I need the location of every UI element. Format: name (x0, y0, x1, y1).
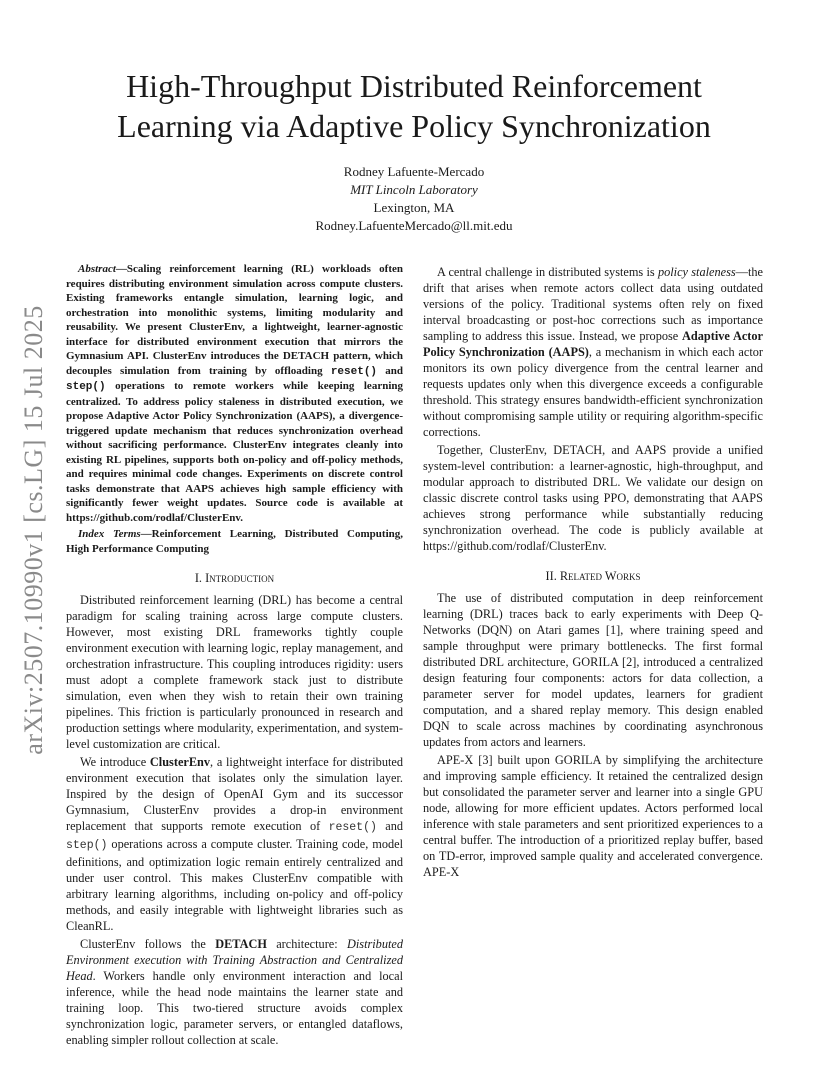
code-step: step() (66, 381, 106, 393)
intro-paragraph-5: Together, ClusterEnv, DETACH, and AAPS provide a unified system-level contribution: a learner-agnostic, high-throughput, and modular approach to distributed DRL. We validate our design on classic discrete control tasks using PPO, demonstrating that AAPS achieves strong performance while substantially reducing synchronization overhead. The code is publicly available at https://github.com/rodlaf/ClusterEnv. (423, 443, 763, 553)
author-affiliation: MIT Lincoln Laboratory (350, 182, 478, 197)
intro-paragraph-2: We introduce ClusterEnv, a lightweight interface for distributed environment execution that isolates only the simulation layer. Inspired by the design of OpenAI Gym and its successor Gymnasium, ClusterEnv provides a drop-in environment replacement that supports remote execution of reset() and step() operations across a compute cluster. Training code, model definitions, and optimization logic remain entirely centralized and under user control. This makes ClusterEnv compatible with arbitrary learning algorithms, including on-policy and off-policy methods, and easily integrable with lightweight libraries such as CleanRL. (66, 755, 404, 933)
author-name: Rodney Lafuente-Mercado (343, 164, 485, 179)
right-column (423, 262, 763, 880)
author-block (150, 163, 678, 235)
section-title-related-works: II. Related Works (545, 569, 641, 583)
related-paragraph-1: The use of distributed computation in deep reinforcement learning (DRL) traces back to early experiments with Deep Q-Networks (DQN) on Atari games [1], where training speed and sample throughput were primary bottlenecks. The first formal distributed DRL architecture, GORILA [2], introduced a centralized design featuring four components: actors for data collection, a parameter server for model updates, learners for gradient computation, and a shared replay memory. This design enabled DQN to scale across machines by coordinating asynchronous updates from actors and learners. (423, 591, 763, 749)
title-line-1: High-Throughput Distributed Reinforcement (126, 68, 702, 104)
author-location: Lexington, MA (373, 200, 455, 215)
abstract: Abstract—Scaling reinforcement learning (RL) workloads often requires distributing environment simulation across compute clusters. Existing frameworks entangle simulation, learning logic, and orchestration into monolithic systems, limiting modularity and reusability. We present ClusterEnv, a lightweight, learner-agnostic interface for distributed environment execution that mirrors the Gymnasium API. ClusterEnv introduces the DETACH pattern, which decouples simulation from training by offloading reset() and step() operations to remote workers while keeping learning centralized. To address policy staleness in distributed execution, we propose Adaptive Actor Policy Synchronization (AAPS), a divergence-triggered update mechanism that reduces synchronization overhead without sacrificing performance. ClusterEnv integrates cleanly into existing RL pipelines, supports both on-policy and off-policy methods, and requires minimal code changes. Experiments on discrete control tasks demonstrate that AAPS achieves high sample efficiency with significantly fewer weight updates. Source code is available at https://github.com/rodlaf/ClusterEnv. (66, 263, 403, 524)
title-line-2: Learning via Adaptive Policy Synchronization (117, 108, 711, 144)
intro-paragraph-3-start: ClusterEnv follows the DETACH architecture: Distributed Environment execution with Training Abstraction and Centralized Head. Workers handle only environment interaction and local inference, while the head node maintains the learner state and training loop. This two-tiered structure avoids complex synchronization logic, parameter servers, or entangled dataflows, enabling simpler rollout collection at scale. (66, 937, 404, 1047)
code-reset: reset() (330, 365, 378, 378)
intro-paragraph-1: Distributed reinforcement learning (DRL) has become a central paradigm for scaling training across large compute clusters. However, most existing DRL frameworks tightly couple environment execution with learning logic, replay management, and orchestration infrastructure. This coupling introduces rigidity: users must adopt a complete framework stack just to distribute simulation, even when they wish to retain their own training pipelines. This friction is particularly pronounced in research and production settings where modularity, experimentation, and system-level customization are critical. (66, 593, 403, 751)
abstract-lead: Abstract (78, 263, 116, 275)
paper-title (60, 66, 768, 146)
left-column (66, 262, 403, 1048)
related-paragraph-2: APE-X [3] built upon GORILA by simplifying the architecture and improving sample efficiency. It retained the centralized design but consolidated the parameter server and learner into a single GPU node, allowing for more efficient updates. Actors performed local inference with stale parameters and sent prioritized experiences to a central buffer. The introduction of a prioritized replay buffer, based on TD-error, improved sample quality and accelerated convergence. APE-X (423, 753, 763, 879)
section-title-introduction: I. Introduction (194, 571, 275, 585)
index-terms: Index Terms—Reinforcement Learning, Distributed Computing, High Performance Computing (66, 528, 403, 555)
detach-expansion: Distributed Environment execution with Training Abstraction and Centralized Head (66, 937, 404, 983)
intro-paragraph-4: A central challenge in distributed systems is policy staleness—the drift that arises when remote actors collect data using outdated versions of the policy. Traditional systems often rely on fixed interval broadcasting or post-hoc corrections such as importance sampling to address this issue. Instead, we propose Adaptive Actor Policy Synchronization (AAPS), a mechanism in which each actor monitors its own policy divergence from the central learner and requests updates only when this divergence exceeds a configurable threshold. This strategy ensures bandwidth-efficient synchronization without compromising sample utility or requiring algorithm-specific corrections. (423, 265, 763, 439)
arxiv-stamp: arXiv:2507.10990v1 [cs.LG] 15 Jul 2025 (19, 305, 48, 755)
author-email: Rodney.LafuenteMercado@ll.mit.edu (315, 218, 513, 233)
